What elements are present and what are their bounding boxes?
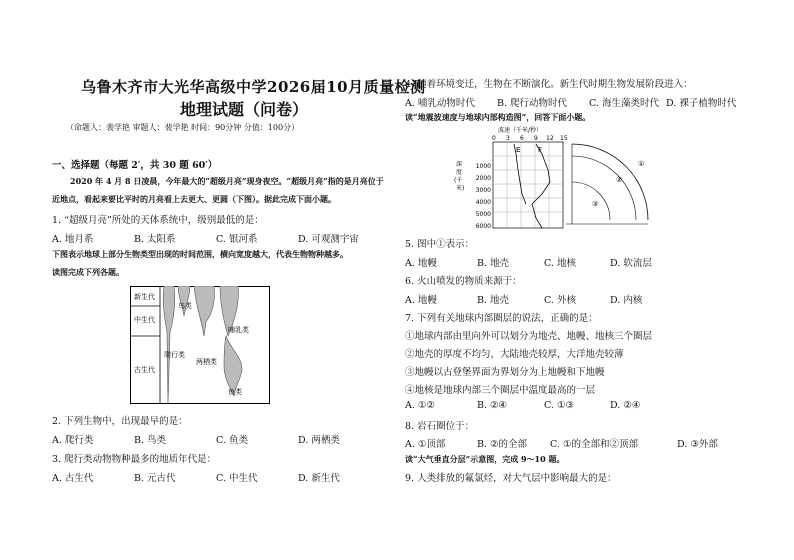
depth-tick: 4000 <box>475 199 491 206</box>
depth-tick: 6000 <box>475 223 491 230</box>
section-heading: 一、选择题（每题 2′，共 30 题 60′） <box>52 160 218 171</box>
speed-tick: 15 <box>560 135 568 142</box>
region-label: ② <box>616 176 623 184</box>
question-stem: 5. 图中①表示： <box>405 239 475 250</box>
fish-label: 鱼类 <box>228 388 242 396</box>
option-b[interactable]: B. 地壳 <box>477 295 510 306</box>
option-d[interactable]: D. 两栖类 <box>298 435 340 446</box>
option-d[interactable]: D. 裸子植物时代 <box>666 98 737 109</box>
option-b[interactable]: B. 爬行动物时代 <box>497 98 568 109</box>
option-d[interactable]: D. ②④ <box>610 400 641 411</box>
question-stem: 7. 下列有关地球内部圈层的说法，正确的是： <box>405 313 598 324</box>
mammal-label: 哺乳类 <box>228 326 249 334</box>
option-a[interactable]: A. ①顶部 <box>405 439 446 450</box>
intro-line: 读图完成下列各题。 <box>52 267 124 277</box>
depth-tick: 1000 <box>475 163 491 170</box>
seismic-figure <box>452 124 652 232</box>
option-a[interactable]: A. 地月系 <box>52 234 94 245</box>
question-stem: 3. 爬行类动物物种最多的地质年代是： <box>52 454 217 465</box>
depth-axis-label: 米) <box>456 185 465 192</box>
option-d[interactable]: D. ③外部 <box>677 439 718 450</box>
statement: ①地球内部由里向外可以划分为地壳、地幔、地核三个圈层 <box>405 331 653 342</box>
region-label: ① <box>638 160 645 168</box>
option-b[interactable]: B. 元古代 <box>134 473 176 484</box>
option-c[interactable]: C. 鱼类 <box>216 435 248 446</box>
era-label: 中生代 <box>134 316 155 324</box>
speed-tick: 9 <box>534 135 538 142</box>
option-b[interactable]: B. ②的全部 <box>477 439 528 450</box>
option-a[interactable]: A. ①② <box>405 400 435 411</box>
option-a[interactable]: A. 哺乳动物时代 <box>405 98 475 109</box>
option-a[interactable]: A. 古生代 <box>52 473 94 484</box>
era-label: 古生代 <box>134 366 155 374</box>
amphibian-label: 两栖类 <box>196 358 217 366</box>
speed-axis-label: 波速（千米/秒） <box>498 127 543 134</box>
reptile-label: 爬行类 <box>164 351 185 359</box>
evolution-figure <box>130 286 270 404</box>
depth-tick: 2000 <box>475 175 491 182</box>
intro-line: 近地点，看起来要比平时的月亮看上去更大、更圆（下图）。据此完成下面小题。 <box>52 194 336 204</box>
paper-subtitle: 地理试题（问卷） <box>180 100 309 119</box>
question-stem: 2. 下列生物中，出现最早的是： <box>52 416 188 427</box>
paper-info: （命题人：裴学艳 审题人：裴学艳 时间：90分钟 分值：100分） <box>66 123 300 132</box>
era-label: 新生代 <box>134 293 155 301</box>
wave-f-label: F <box>538 146 543 154</box>
paper-title: 乌鲁木齐市大光华高级中学2026届10月质量检测 <box>81 78 426 96</box>
question-stem: 4. 随着环境变迁，生物在不断演化。新生代时期生物发展阶段进入： <box>405 79 693 90</box>
option-a[interactable]: A. 地幔 <box>405 258 437 269</box>
speed-tick: 0 <box>492 135 496 142</box>
region-label: ③ <box>592 200 599 208</box>
option-c[interactable]: C. 银河系 <box>216 234 258 245</box>
speed-tick: 6 <box>520 135 524 142</box>
option-d[interactable]: D. 新生代 <box>298 473 340 484</box>
option-c[interactable]: C. 外核 <box>544 295 576 306</box>
question-stem: 6. 火山喷发的物质来源于： <box>405 276 522 287</box>
option-b[interactable]: B. ②④ <box>477 400 508 411</box>
option-a[interactable]: A. 爬行类 <box>52 435 94 446</box>
depth-axis-label: 深 <box>456 161 463 168</box>
option-c[interactable]: C. 地核 <box>544 258 576 269</box>
option-c[interactable]: C. 中生代 <box>216 473 258 484</box>
option-b[interactable]: B. 太阳系 <box>134 234 176 245</box>
option-c[interactable]: C. 海生藻类时代 <box>589 98 659 109</box>
option-b[interactable]: B. 鸟类 <box>134 435 167 446</box>
depth-axis-label: (千 <box>454 177 463 184</box>
wave-e-label: E <box>516 146 521 154</box>
option-c[interactable]: C. ①的全部和②顶部 <box>550 439 638 450</box>
depth-tick: 5000 <box>475 211 491 218</box>
statement: ④地核是地球内部三个圈层中温度最高的一层 <box>405 385 596 396</box>
speed-tick: 12 <box>546 135 554 142</box>
intro-line: 读“地震波速度与地球内部构造图”，回答下面小题。 <box>405 112 591 122</box>
option-d[interactable]: D. 内核 <box>610 295 643 306</box>
bird-label: 鸟类 <box>178 302 192 310</box>
option-b[interactable]: B. 地壳 <box>477 258 510 269</box>
question-stem: 9. 人类排放的氟氯烃，对大气层中影响最大的是： <box>405 473 617 484</box>
depth-tick: 3000 <box>475 187 491 194</box>
depth-axis-label: 度 <box>456 169 463 176</box>
statement: ③地幔以古登堡界面为界划分为上地幔和下地幔 <box>405 367 605 378</box>
option-d[interactable]: D. 软流层 <box>610 258 652 269</box>
option-a[interactable]: A. 地幔 <box>405 295 437 306</box>
question-stem: 1. “超级月亮”所处的天体系统中，级别最低的是： <box>52 215 264 226</box>
intro-line: 2020 年 4 月 8 日凌晨，今年最大的“超级月亮”现身夜空。“超级月亮”指的是月亮位于 <box>70 176 384 186</box>
question-stem: 8. 岩石圈位于： <box>405 421 475 432</box>
option-d[interactable]: D. 可观测宇宙 <box>298 234 359 245</box>
intro-line: 下图表示地球上部分生物类型出现的时间范围，横向宽度越大，代表生物物种越多。 <box>52 249 348 259</box>
option-c[interactable]: C. ①③ <box>544 400 575 411</box>
statement: ②地壳的厚度不均匀，大陆地壳较厚，大洋地壳较薄 <box>405 349 624 360</box>
speed-tick: 3 <box>506 135 510 142</box>
intro-line: 读“大气垂直分层”示意图，完成 9～10 题。 <box>405 454 565 464</box>
